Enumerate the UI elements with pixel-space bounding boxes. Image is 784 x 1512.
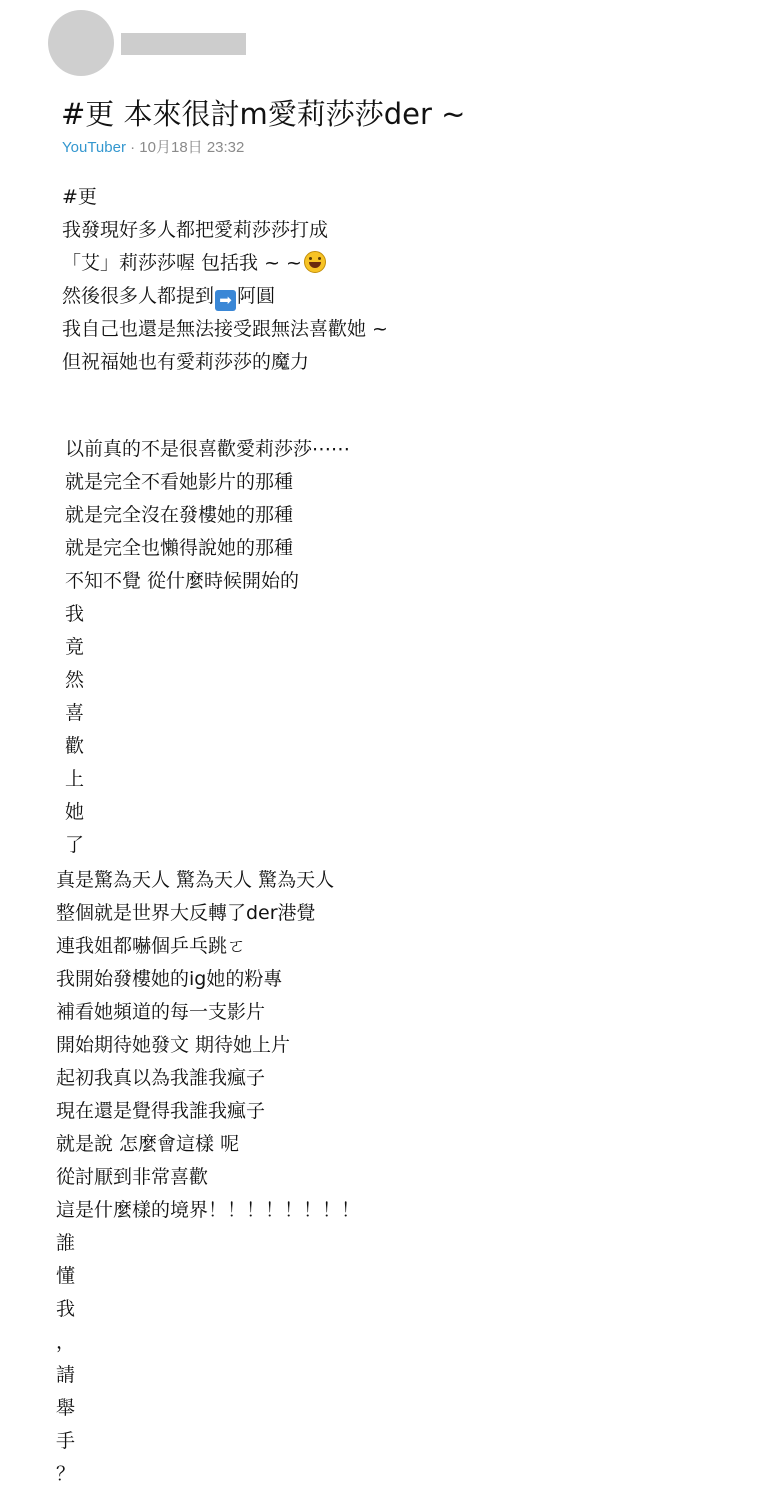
body-line: 就是完全不看她影片的那種 xyxy=(65,471,294,493)
body-line: 以前真的不是很喜歡愛莉莎莎⋯⋯ xyxy=(65,438,351,460)
body-line-text: 阿圓 xyxy=(237,285,276,307)
body-line: 歡 xyxy=(65,735,85,757)
body-line xyxy=(62,283,275,311)
body-line: 懂 xyxy=(56,1265,76,1287)
body-line: 誰 xyxy=(56,1232,76,1254)
body-line: 我 xyxy=(56,1298,76,1320)
post-timestamp: 10月18日 23:32 xyxy=(139,139,245,156)
body-line: 現在還是覺得我誰我瘋子 xyxy=(56,1100,266,1122)
author-avatar[interactable] xyxy=(48,10,114,76)
body-line: 請 xyxy=(56,1364,76,1386)
board-link[interactable]: YouTuber xyxy=(62,139,126,156)
body-line: 但祝福她也有愛莉莎莎的魔力 xyxy=(62,351,310,373)
body-line: 手 xyxy=(56,1430,76,1452)
body-line: 上 xyxy=(65,768,85,790)
body-line: 不知不覺 從什麼時候開始的 xyxy=(65,570,300,592)
laughing-emoji-icon xyxy=(304,251,326,273)
body-line: 我自己也還是無法接受跟無法喜歡她 ~ xyxy=(62,318,388,340)
post-meta xyxy=(62,138,244,158)
body-line: 開始期待她發文 期待她上片 xyxy=(56,1034,291,1056)
body-line: 連我姐都嚇個乒乓跳ㄛ xyxy=(56,935,247,957)
meta-separator: · xyxy=(130,139,136,156)
body-line: 我 xyxy=(65,603,85,625)
body-line: 整個就是世界大反轉了der港覺 xyxy=(56,902,316,924)
body-line: 了 xyxy=(65,834,85,856)
body-line: 這是什麼樣的境界！！！！！！！！ xyxy=(56,1199,361,1221)
body-line: 補看她頻道的每一支影片 xyxy=(56,1001,266,1023)
body-line: 舉 xyxy=(56,1397,76,1419)
body-line: 我發現好多人都把愛莉莎莎打成 xyxy=(62,219,329,241)
body-line: 就是完全也懶得說她的那種 xyxy=(65,537,294,559)
author-name-redacted xyxy=(121,33,246,55)
body-line: 竟 xyxy=(65,636,85,658)
body-line: 然 xyxy=(65,669,85,691)
body-line: 就是完全沒在發樓她的那種 xyxy=(65,504,294,526)
body-line: 我開始發樓她的ig她的粉專 xyxy=(56,968,283,990)
body-line: 起初我真以為我誰我瘋子 xyxy=(56,1067,266,1089)
body-line: 就是說 怎麼會這樣 呢 xyxy=(56,1133,240,1155)
post-header xyxy=(48,10,448,78)
body-line: 真是驚為天人 驚為天人 驚為天人 xyxy=(56,869,335,891)
body-line: 從討厭到非常喜歡 xyxy=(56,1166,209,1188)
body-line-text: 然後很多人都提到 xyxy=(62,285,215,307)
body-line: ？ xyxy=(56,1463,76,1485)
post-title: #更 本來很討m愛莉莎莎der ~ xyxy=(61,97,466,131)
body-line-text: 「艾」莉莎莎喔 包括我 ~ ~ xyxy=(62,252,302,274)
body-line: ， xyxy=(56,1331,76,1353)
body-line: 她 xyxy=(65,801,85,823)
body-line: #更 xyxy=(62,186,97,208)
body-line: 喜 xyxy=(65,702,85,724)
body-line xyxy=(62,250,326,276)
right-arrow-emoji-icon: ➡ xyxy=(215,290,236,311)
